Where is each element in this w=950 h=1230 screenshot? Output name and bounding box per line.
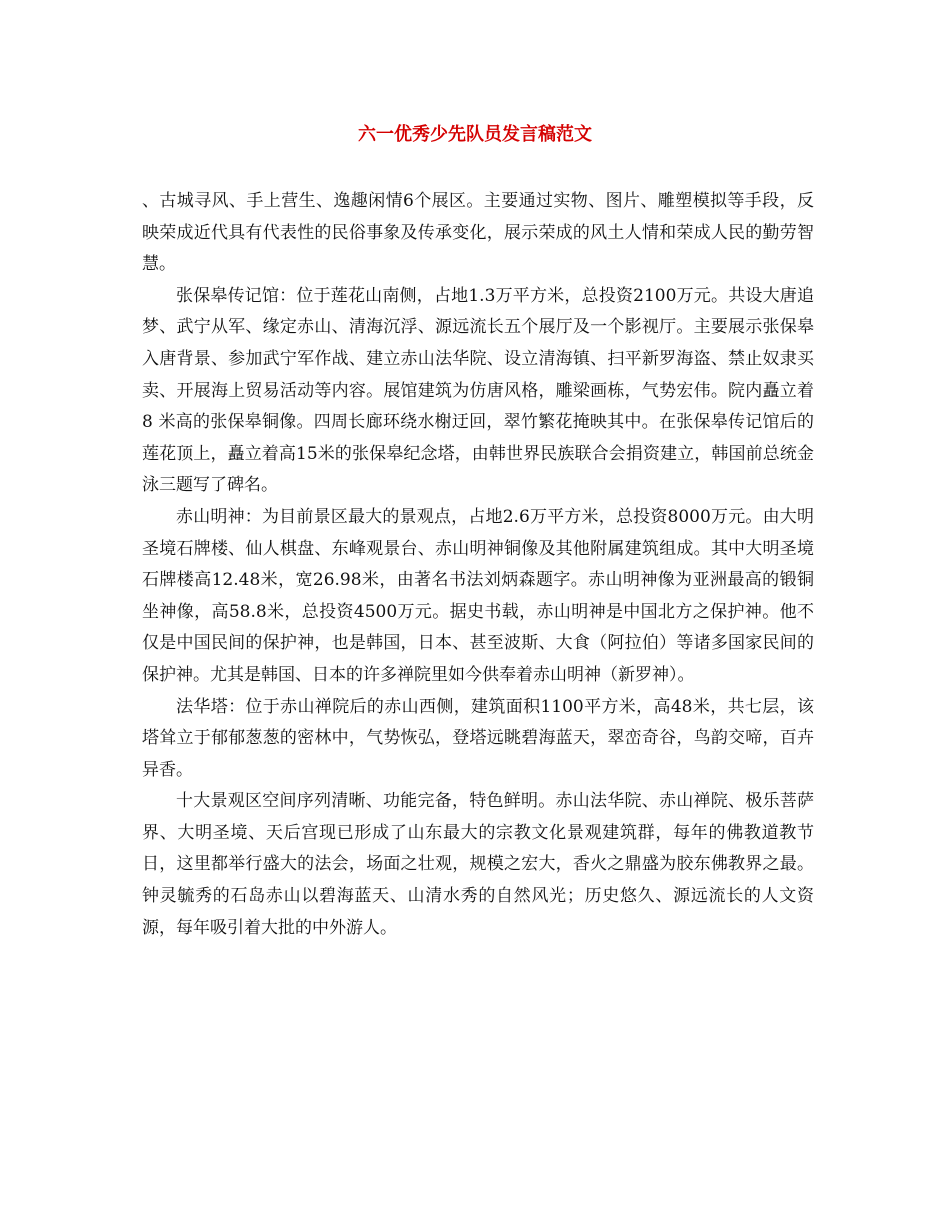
paragraph-chishan-mingshen: 赤山明神：为目前景区最大的景观点，占地2.6万平方米，总投资8000万元。由大明圣境石牌楼、仙人棋盘、东峰观景台、赤山明神铜像及其他附属建筑组成。其中大明圣境石牌楼高12.48米，宽26.98米，由著名书法刘炳森题字。赤山明神像为亚洲最高的锻铜坐神像，高58.8米，总投资4500万元。据史书载，赤山明神是中国北方之保护神。他不仅是中国民间的保护神，也是韩国，日本、甚至波斯、大食（阿拉伯）等诸多国家民间的保护神。尤其是韩国、日本的许多禅院里如今供奉着赤山明神（新罗神）。 [142,506,814,685]
paragraph-ten-scenic-areas: 十大景观区空间序列清晰、功能完备，特色鲜明。赤山法华院、赤山禅院、极乐菩萨界、大明圣境、天后宫现已形成了山东最大的宗教文化景观建筑群，每年的佛教道教节日，这里都举行盛大的法会，场面之壮观，规模之宏大，香火之鼎盛为胶东佛教界之最。钟灵毓秀的石岛赤山以碧海蓝天、山清水秀的自然风光；历史悠久、源远流长的人文资源，每年吸引着大批的中外游人。 [142,791,814,938]
paragraph-folk-museum-continued: 、古城寻风、手上营生、逸趣闲情6个展区。主要通过实物、图片、雕塑模拟等手段，反映荣成近代具有代表性的民俗事象及传承变化，展示荣成的风土人情和荣成人民的勤劳智慧。 [142,191,814,275]
paragraph-zhang-baogao-memorial: 张保皋传记馆：位于莲花山南侧，占地1.3万平方米，总投资2100万元。共设大唐追梦、武宁从军、缘定赤山、清海沉浮、源远流长五个展厅及一个影视厅。主要展示张保皋入唐背景、参加武宁军作战、建立赤山法华院、设立清海镇、扫平新罗海盗、禁止奴隶买卖、开展海上贸易活动等内容。展馆建筑为仿唐风格，雕梁画栋，气势宏伟。院内矗立着8 米高的张保皋铜像。四周长廊环绕水榭迂回，翠竹繁花掩映其中。在张保皋传记馆后的莲花顶上，矗立着高15米的张保皋纪念塔，由韩世界民族联合会捐资建立，韩国前总统金泳三题写了碑名。 [142,285,814,496]
document-body [142,186,814,944]
document-title: 六一优秀少先队员发言稿范文 [358,124,592,145]
paragraph-fahua-pagoda: 法华塔：位于赤山禅院后的赤山西侧，建筑面积1100平方米，高48米，共七层，该塔耸立于郁郁葱葱的密林中，气势恢弘，登塔远眺碧海蓝天，翠峦奇谷，鸟韵交啼，百卉异香。 [142,696,814,780]
